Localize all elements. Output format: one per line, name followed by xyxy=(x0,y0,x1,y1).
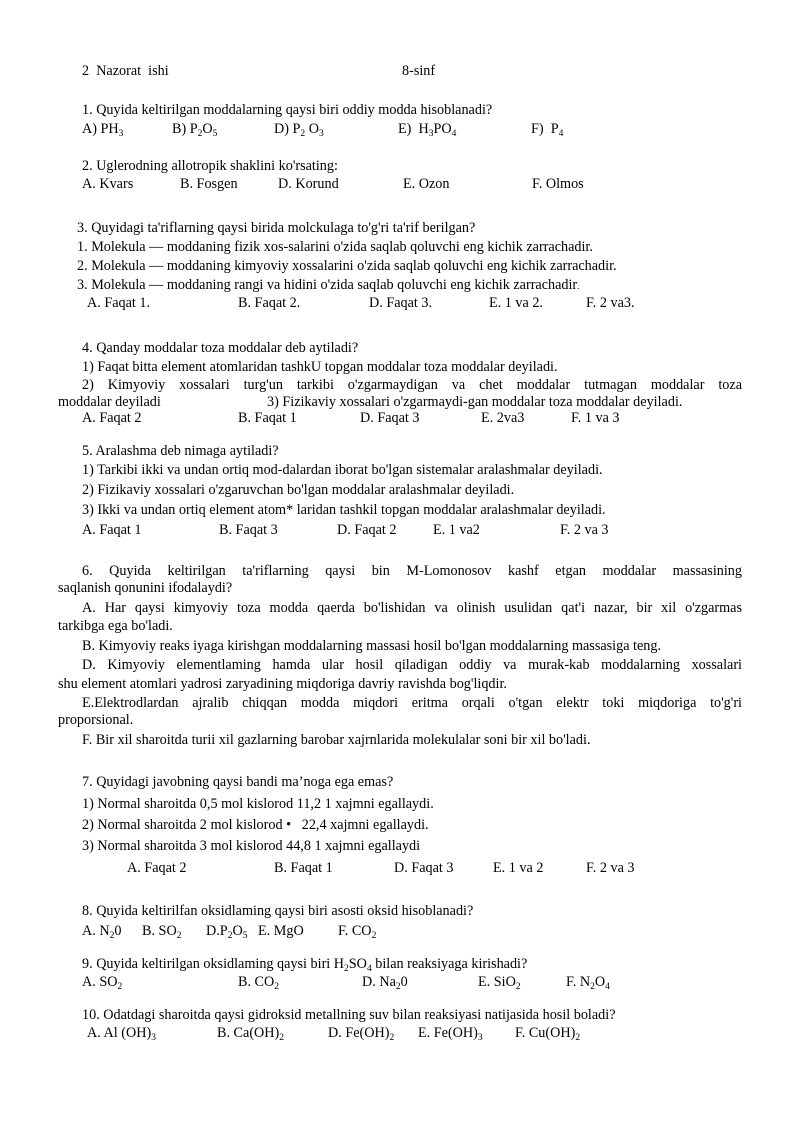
q7-option-f: F. 2 va 3 xyxy=(586,860,635,876)
q5-option-e: E. 1 va2 xyxy=(433,522,480,538)
q3-option-e: E. 1 va 2. xyxy=(489,295,543,311)
header-grade: 8-sinf xyxy=(402,63,436,79)
question-6: 6. Quyida keltirilgan ta'riflarning qaysi bin M-Lomonosov kashf etgan moddalar massasining xyxy=(82,563,742,579)
q4-statement-3: 3) Fizikaviy xossalari o'zgarmaydi-gan moddalar toza moddalar deyiladi. xyxy=(267,394,683,410)
q7-option-d: D. Faqat 3 xyxy=(394,860,454,876)
q2-option-d: D. Korund xyxy=(278,176,339,192)
q2-option-a: A. Kvars xyxy=(82,176,134,192)
q8-option-d: $D.P_2O_5$ xyxy=(206,923,248,941)
q6-option-a-cont: tarkibga ega bo'ladi. xyxy=(58,618,173,634)
q6-option-f: F. Bir xil sharoitda turii xil gazlarning barobar xajrnlarida molekulalar soni bir xil bo'ladi. xyxy=(82,732,591,748)
q1-option-e: E) $H_3PO_4$ xyxy=(398,121,457,139)
question-4: 4. Qanday moddalar toza moddalar deb aytiladi? xyxy=(82,340,359,356)
q4-statement-1: 1) Faqat bitta element atomlaridan tashkU topgan moddalar toza moddalar deyiladi. xyxy=(82,359,558,375)
q5-statement-1: 1) Tarkibi ikki va undan ortiq mod-dalardan iborat bo'lgan sistemalar aralashmalar deyiladi. xyxy=(82,462,603,478)
q4-option-a: A. Faqat 2 xyxy=(82,410,142,426)
q6-option-d: D. Kimyoviy elementlaming hamda ular hosil qiladigan oddiy va murak-kab moddalarning xossalari xyxy=(82,657,742,673)
q9-option-d: D. $Na_20$ xyxy=(362,974,408,992)
q2-option-b: B. Fosgen xyxy=(180,176,238,192)
q5-option-b: B. Faqat 3 xyxy=(219,522,278,538)
q7-statement-2: 2) Normal sharoitda 2 mol kislorod • 22,4 xajmni egallaydi. xyxy=(82,817,429,833)
q4-option-d: D. Faqat 3 xyxy=(360,410,420,426)
q4-statement-2-cont: moddalar deyiladi xyxy=(58,394,161,410)
question-6-cont: saqlanish qonunini ifodalaydi? xyxy=(58,580,233,596)
q4-statement-2: 2) Kimyoviy xossalari turg'un tarkibi o'zgarmaydigan va chet moddalar tutmagan moddalar toza xyxy=(82,377,742,393)
q8-option-e: E. MgO xyxy=(258,923,304,939)
q9-option-f: F. $N_2O_4$ xyxy=(566,974,610,992)
q6-option-d-cont: shu element atomlari yadrosi zaryadining miqdoriga davriy ravishda bog'liqdir. xyxy=(58,676,507,692)
q7-option-e: E. 1 va 2 xyxy=(493,860,544,876)
q7-option-a: A. Faqat 2 xyxy=(127,860,187,876)
q8-option-b: B. $SO_2$ xyxy=(142,923,182,941)
q5-option-f: F. 2 va 3 xyxy=(560,522,609,538)
q7-statement-1: 1) Normal sharoitda 0,5 mol kislorod 11,2 1 xajmni egallaydi. xyxy=(82,796,434,812)
q3-option-d: D. Faqat 3. xyxy=(369,295,433,311)
q5-option-d: D. Faqat 2 xyxy=(337,522,397,538)
q3-option-b: B. Faqat 2. xyxy=(238,295,301,311)
q1-option-a: A) $PH_3$ xyxy=(82,121,124,139)
q7-option-b: B. Faqat 1 xyxy=(274,860,333,876)
q6-option-e: E.Elektrodlardan ajralib chiqqan modda miqdori eritma orqali o'tgan elektr toki miqdoriga to'g'ri xyxy=(82,695,742,711)
q8-option-f: F. $CO_2$ xyxy=(338,923,377,941)
q4-option-f: F. 1 va 3 xyxy=(571,410,620,426)
q10-option-f: F. $Cu(OH)_2$ xyxy=(515,1025,581,1043)
q6-option-e-cont: proporsional. xyxy=(58,712,134,728)
question-3: 3. Quyidagi ta'riflarning qaysi birida molckulaga to'g'ri ta'rif berilgan? xyxy=(77,220,476,236)
q3-statement-3: 3. Molekula — moddaning rangi va hidini o'zida saqlab qoluvchi eng kichik zarrachadir. xyxy=(77,277,580,293)
question-8: 8. Quyida keltirilfan oksidlaming qaysi biri asosti oksid hisoblanadi? xyxy=(82,903,474,919)
q2-option-f: F. Olmos xyxy=(532,176,584,192)
question-2: 2. Uglerodning allotropik shaklini ko'rsating: xyxy=(82,158,338,174)
q10-option-a: A. Al $(OH)_3$ xyxy=(87,1025,156,1043)
q3-option-a: A. Faqat 1. xyxy=(87,295,151,311)
q4-option-b: B. Faqat 1 xyxy=(238,410,297,426)
q8-option-a: A. $N_20$ xyxy=(82,923,122,941)
q3-statement-1: 1. Molekula — moddaning fizik xos-salarini o'zida saqlab qoluvchi eng kichik zarrachadir. xyxy=(77,239,593,255)
q6-option-b: B. Kimyoviy reaks iyaga kirishgan moddalarning massasi hosil bo'lgan moddalarning massasiga teng. xyxy=(82,638,662,654)
q7-statement-3: 3) Normal sharoitda 3 mol kislorod 44,8 1 xajmni egallaydi xyxy=(82,838,421,854)
q4-option-e: E. 2va3 xyxy=(481,410,525,426)
q9-option-a: A. $SO_2$ xyxy=(82,974,123,992)
q3-option-f: F. 2 va3. xyxy=(586,295,635,311)
q9-option-b: B. $CO_2$ xyxy=(238,974,280,992)
question-1: 1. Quyida keltirilgan moddalarning qaysi biri oddiy modda hisoblanadi? xyxy=(82,102,493,118)
q2-option-e: E. Ozon xyxy=(403,176,450,192)
q6-option-a: A. Har qaysi kimyoviy toza modda qaerda bo'lishidan va olinish usulidan qat'i nazar, bir xil o'zgarmas xyxy=(82,600,742,616)
q5-option-a: A. Faqat 1 xyxy=(82,522,142,538)
q1-option-f: F) $P_4$ xyxy=(531,121,564,139)
q5-statement-2: 2) Fizikaviy xossalari o'zgaruvchan bo'lgan moddalar aralashmalar deyiladi. xyxy=(82,482,515,498)
q10-option-d: D. $Fe(OH)_2$ xyxy=(328,1025,395,1043)
question-7: 7. Quyidagi javobning qaysi bandi ma’noga ega emas? xyxy=(82,774,394,790)
q10-option-e: E. $Fe(OH)_3$ xyxy=(418,1025,483,1043)
header-title: 2 Nazorat ishi xyxy=(82,63,169,79)
question-5: 5. Aralashma deb nimaga aytiladi? xyxy=(82,443,279,459)
q1-option-b: B) $P_2O_5$ xyxy=(172,121,218,139)
q5-statement-3: 3) Ikki va undan ortiq element atom* laridan tashkil topgan moddalar aralashmalar deyiladi. xyxy=(82,502,606,518)
q1-option-d: D) $P_2$ $O_3$ xyxy=(274,121,324,139)
question-9: 9. Quyida keltirilgan oksidlaming qaysi biri $H_2SO_4$ bilan reaksiyaga kirishadi? xyxy=(82,956,528,974)
q9-option-e: E. SiO$_2$ xyxy=(478,974,521,992)
question-10: 10. Odatdagi sharoitda qaysi gidroksid metallning suv bilan reaksiyasi natijasida hosil boladi? xyxy=(82,1007,616,1023)
q3-statement-2: 2. Molekula — moddaning kimyoviy xossalarini o'zida saqlab qoluvchi eng kichik zarrachadir. xyxy=(77,258,617,274)
q10-option-b: B. $Ca(OH)_2$ xyxy=(217,1025,285,1043)
